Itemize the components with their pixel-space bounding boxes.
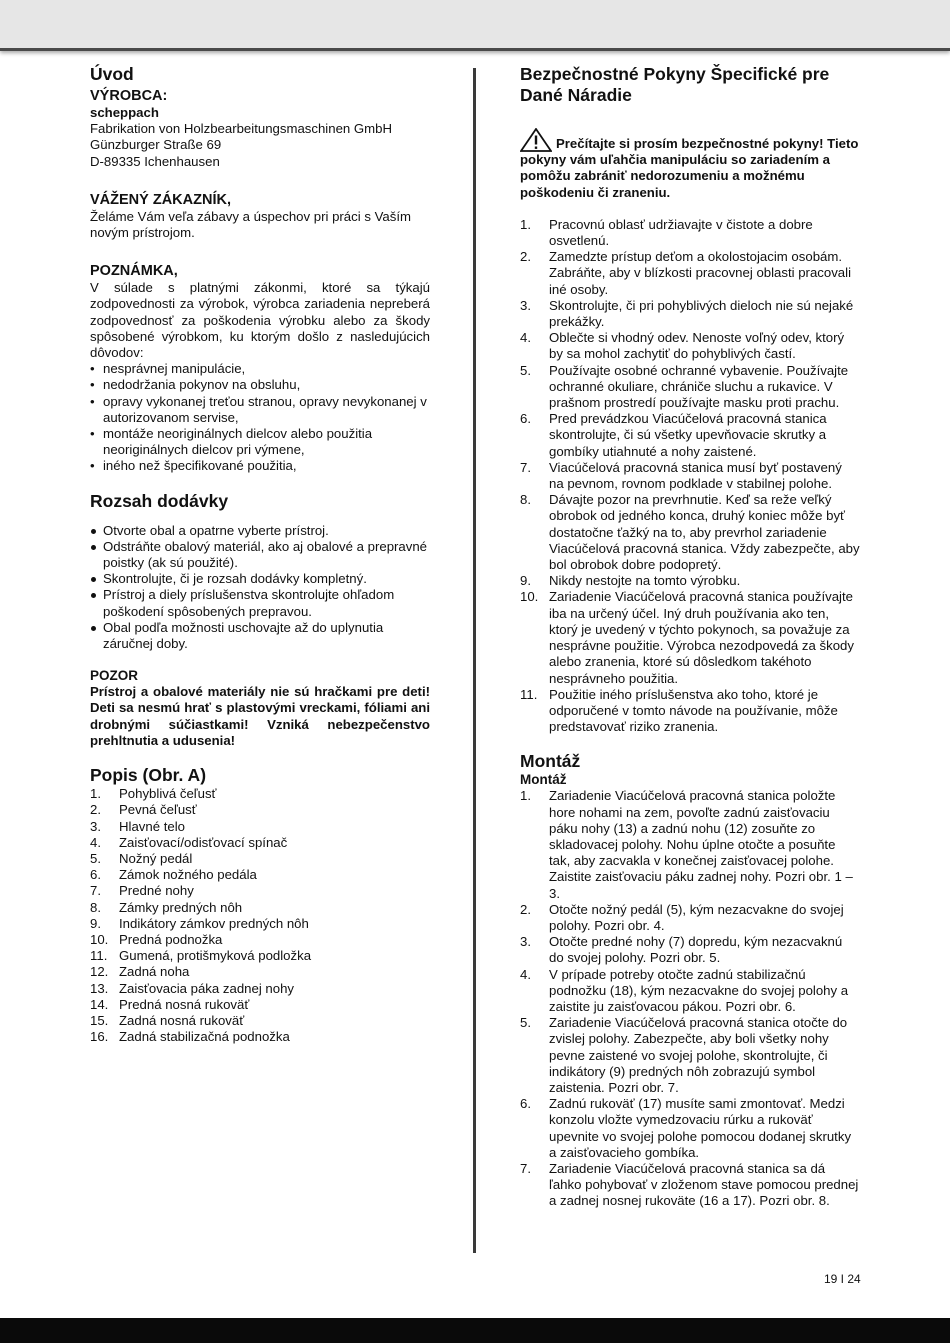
list-item [520, 573, 860, 589]
list-item: Otvorte obal a opatrne vyberte prístroj. [90, 523, 430, 539]
item-text: Zariadenie Viacúčelová pracovná stanica používajte iba na určený účel. Iný druh používania ako ten, ktorý je uvedený v týchto pokynoch, sa považuje za nesprávne použitie. Výrobca nezodpovedá za škody alebo zranenia, ktoré sú dôsledkom takéhoto nesprávneho použitia. [549, 589, 854, 686]
bezpecnost-title: Bezpečnostné Pokyny Špecifické pre Dané Náradie [520, 64, 830, 105]
poznamka-text: V súlade s platnými zákonmi, ktoré sa týkajú zodpovednosti za výrobok, výrobca zariadenia nepreberá zodpovednosť za poškodenia výrobku alebo za škody spôsobené výrobkom, ku ktorým došlo z nasledujúcich dôvodov: [90, 280, 430, 361]
pozor-text: Prístroj a obalové materiály nie sú hračkami pre deti! Deti sa nesmú hrať s plastovými vreckami, fóliami ani drobnými súčiastkami! Vzniká nebezpečenstvo prehltnutia a udusenia! [90, 684, 430, 748]
list-item: • iného než špecifikované použitia, [90, 458, 430, 474]
item-number: 5. [520, 1015, 531, 1031]
column-divider [473, 68, 476, 1253]
item-text: Gumená, protišmyková podložka [119, 948, 312, 964]
list-item [520, 411, 860, 460]
item-number: 5. [90, 850, 101, 866]
address-line-2: Günzburger Straße 69 [90, 137, 222, 153]
item-number: 6. [90, 867, 101, 883]
item-number: 3. [90, 818, 101, 834]
list-item [520, 687, 860, 736]
item-text: Zadná noha [119, 964, 190, 980]
item-number: 3. [520, 297, 531, 313]
item-number: 4. [90, 834, 101, 850]
list-item [520, 1015, 860, 1096]
item-text: Zariadenie Viacúčelová pracovná stanica otočte do zvislej polohy. Zabezpečte, aby boli všetky nohy pevne zaistené vo svojej polohe, skontrolujte, či indikátory (9) predných nôh zobrazujú symbol zaistenia. Pozri obr. 7. [549, 1015, 848, 1095]
rozsah-title: Rozsah dodávky [90, 490, 229, 511]
list-item [90, 786, 430, 802]
item-text: Predná nosná rukoväť [119, 996, 250, 1012]
list-item [90, 997, 430, 1013]
uvod-title: Úvod [90, 64, 134, 84]
list-item [90, 819, 430, 835]
list-item [520, 330, 860, 362]
list-item [90, 835, 430, 851]
item-number: 1. [90, 786, 101, 802]
page-number: 19 I 24 [824, 1272, 861, 1286]
item-text: Skontrolujte, či pri pohyblivých dieloch nie sú nejaké prekážky. [549, 297, 854, 330]
list-item [520, 1161, 860, 1210]
poznamka-list [90, 361, 430, 474]
list-item [90, 1013, 430, 1029]
item-text: V prípade potreby otočte zadnú stabilizačnú podnožku (18), kým nezacvakne do svojej polohy a zaistite ju zaisťovacou pákou. Pozri obr. 6. [549, 966, 849, 1014]
item-number: 8. [90, 899, 101, 915]
section-bezpecnost [520, 64, 860, 735]
vyrobca-heading: VÝROBCA: [90, 88, 168, 104]
item-number: 2. [520, 249, 531, 265]
list-item [520, 217, 860, 249]
item-text: Zaisťovacia páka zadnej nohy [119, 980, 295, 996]
item-text: Zadná nosná rukoväť [119, 1012, 245, 1028]
item-number: 10. [90, 931, 109, 947]
item-number: 6. [520, 1096, 531, 1112]
address-line-3: D-89335 Ichenhausen [90, 153, 220, 169]
item-number: 1. [520, 788, 531, 804]
list-item [90, 932, 430, 948]
section-poznamka [90, 263, 430, 474]
montaz-list [520, 788, 860, 1209]
warning-text: Prečítajte si prosím bezpečnostné pokyny! Tieto pokyny vám uľahčia manipuláciu so zariadením a pomôžu zabrániť nedorozumeniu a možnému poškodeniu či zraneniu. [520, 136, 859, 200]
list-item [90, 964, 430, 980]
item-text: Otočte predné nohy (7) dopredu, kým nezacvaknú do svojej polohy. Pozri obr. 5. [549, 934, 843, 966]
montaz-subtitle: Montáž [520, 772, 567, 788]
item-number: 9. [90, 915, 101, 931]
company-name: scheppach [90, 105, 159, 120]
list-item [520, 788, 860, 901]
item-text: Zaisťovací/odisťovací spínač [119, 834, 288, 850]
section-popis [90, 765, 430, 1045]
list-item [520, 967, 860, 1016]
item-text: Zámok nožného pedála [119, 867, 257, 883]
item-text: Viacúčelová pracovná stanica musí byť postavený na pevnom, rovnom podklade v stabilnej polohe. [549, 459, 842, 492]
item-text: Použitie iného príslušenstva ako toho, ktoré je odporučené v tomto návode na používanie, môže predstavovať riziko zranenia. [549, 686, 838, 735]
section-uvod [90, 64, 430, 170]
list-item [520, 1096, 860, 1161]
item-number: 1. [520, 216, 531, 232]
list-item [520, 363, 860, 412]
right-column [520, 64, 860, 1210]
item-number: 10. [520, 589, 539, 605]
list-item [520, 902, 860, 934]
item-text: Zámky predných nôh [119, 899, 243, 915]
item-text: Zariadenie Viacúčelová pracovná stanica položte hore nohami na zem, povoľte zadnú zaisťovaciu páku nohy (13) a zadnú nohu (12) zosuňte zo skladovacej polohy. Nohu úplne otočte a posuňte tak, aby zacvakla v konečnej zaisťovacej polohe. Zaistite zaisťovaciu páku zadnej nohy. Pozri obr. 1 – 3. [549, 788, 853, 901]
item-text: Zadná stabilizačná podnožka [119, 1029, 290, 1045]
item-text: Nožný pedál [119, 850, 193, 866]
list-item: Skontrolujte, či je rozsah dodávky kompletný. [90, 571, 430, 587]
list-item [90, 1029, 430, 1045]
poznamka-heading: POZNÁMKA, [90, 263, 178, 280]
section-rozsah [90, 491, 430, 653]
list-item: • nedodržania pokynov na obsluhu, [90, 377, 430, 393]
item-text: Zamedzte prístup deťom a okolostojacim osobám. Zabráňte, aby v blízkosti pracovnej oblasti pracovali iné osoby. [549, 249, 851, 297]
list-item [90, 948, 430, 964]
item-text: Zadnú rukoväť (17) musíte sami zmontovať. Medzi konzolu vložte vymedzovaciu rúrku a rukoväť upevnite vo svojej polohe pomocou dodanej skrutky a zaisťovacieho gombíka. [549, 1096, 852, 1160]
section-zakaznik [90, 192, 430, 241]
list-item [520, 492, 860, 573]
list-item [90, 900, 430, 916]
bottom-band [0, 1318, 950, 1343]
item-number: 15. [90, 1012, 109, 1028]
list-item: • montáže neoriginálnych dielcov alebo použitia neoriginálnych dielcov pri výmene, [90, 426, 430, 458]
warning-triangle-icon [520, 128, 552, 152]
item-text: Pracovnú oblasť udržiavajte v čistote a dobre osvetlenú. [549, 216, 813, 249]
item-text: Oblečte si vhodný odev. Nenoste voľný odev, ktorý by sa mohol zachytiť do pohyblivých častí. [549, 330, 845, 362]
list-item [520, 460, 860, 492]
zakaznik-heading: VÁŽENÝ ZÁKAZNÍK, [90, 191, 231, 208]
popis-list [90, 786, 430, 1045]
item-text: Otočte nožný pedál (5), kým nezacvakne do svojej polohy. Pozri obr. 4. [549, 901, 844, 933]
list-item: • opravy vykonanej treťou stranou, opravy nevykonanej v autorizovanom servise, [90, 394, 430, 426]
item-number: 16. [90, 1029, 109, 1045]
list-item [90, 981, 430, 997]
list-item: Odstráňte obalový materiál, ako aj obalové a prepravné poistky (ak sú použité). [90, 539, 430, 571]
rozsah-list [90, 523, 430, 653]
left-column [90, 64, 430, 1045]
list-item [90, 851, 430, 867]
item-number: 2. [520, 901, 531, 917]
item-number: 14. [90, 996, 109, 1012]
pozor-heading: POZOR [90, 668, 139, 684]
section-montaz [520, 751, 860, 1209]
item-text: Zariadenie Viacúčelová pracovná stanica sa dá ľahko pohybovať v zloženom stave pomocou prednej a zadnej nosnej rukoväte (16 a 17). Pozri obr. 8. [549, 1160, 859, 1209]
item-number: 7. [520, 459, 531, 475]
item-number: 8. [520, 492, 531, 508]
item-number: 13. [90, 980, 109, 996]
item-number: 3. [520, 934, 531, 950]
item-text: Pohyblivá čeľusť [119, 786, 217, 802]
item-text: Indikátory zámkov predných nôh [119, 915, 309, 931]
montaz-title: Montáž [520, 751, 581, 772]
item-number: 2. [90, 802, 101, 818]
list-item: • nesprávnej manipulácie, [90, 361, 430, 377]
item-text: Nikdy nestojte na tomto výrobku. [549, 573, 741, 589]
list-item [520, 934, 860, 966]
item-number: 5. [520, 362, 531, 378]
item-text: Dávajte pozor na prevrhnutie. Keď sa reže veľký obrobok od jedného konca, druhý koniec môže byť dostatočne ťažký na to, aby prevrhol zariadenie Viacúčelová pracovná stanica. Vždy zabezpečte, aby bol obrobok dobre podopretý. [549, 492, 860, 573]
item-number: 7. [520, 1160, 531, 1176]
safety-warning [520, 136, 860, 201]
list-item: Prístroj a diely príslušenstva skontrolujte ohľadom poškodení spôsobených prepravou. [90, 587, 430, 619]
item-text: Pevná čeľusť [119, 802, 197, 818]
item-number: 6. [520, 411, 531, 427]
item-number: 11. [90, 948, 108, 964]
section-pozor [90, 668, 430, 749]
item-text: Pred prevádzkou Viacúčelová pracovná stanica skontrolujte, či sú všetky upevňovacie skrutky a gombíky utiahnuté a nohy zaistené. [549, 411, 827, 459]
bezpecnost-list [520, 217, 860, 736]
list-item [520, 249, 860, 298]
item-number: 4. [520, 966, 531, 982]
list-item [90, 802, 430, 818]
item-text: Používajte osobné ochranné vybavenie. Používajte ochranné okuliare, chrániče sluchu a rukavice. V prašnom prostredí používajte masku proti prachu. [549, 362, 849, 411]
item-number: 4. [520, 330, 531, 346]
list-item [90, 867, 430, 883]
item-text: Hlavné telo [119, 818, 185, 834]
top-band [0, 0, 950, 51]
zakaznik-text: Želáme Vám veľa zábavy a úspechov pri práci s Vaším novým prístrojom. [90, 208, 411, 241]
item-text: Predná podnožka [119, 931, 223, 947]
item-number: 9. [520, 573, 531, 589]
list-item [90, 883, 430, 899]
list-item [520, 298, 860, 330]
popis-title: Popis (Obr. A) [90, 765, 207, 786]
item-number: 11. [520, 686, 538, 702]
list-item [520, 589, 860, 686]
item-text: Predné nohy [119, 883, 194, 899]
list-item [90, 916, 430, 932]
item-number: 7. [90, 883, 101, 899]
address-line-1: Fabrikation von Holzbearbeitungsmaschinen GmbH [90, 121, 392, 137]
list-item: Obal podľa možnosti uschovajte až do uplynutia záručnej doby. [90, 620, 430, 652]
item-number: 12. [90, 964, 109, 980]
